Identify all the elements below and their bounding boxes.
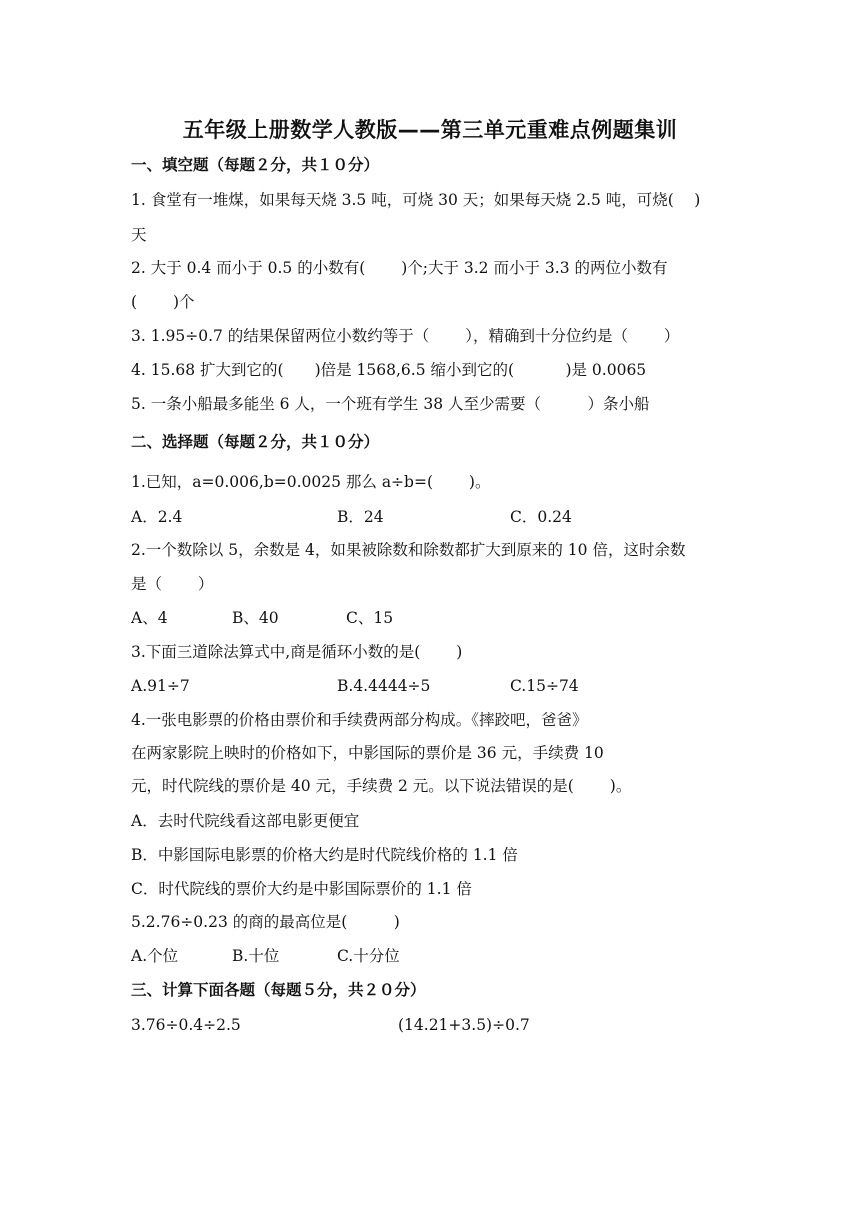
question-2: 2.一个数除以 5，余数是 4，如果被除数和除数都扩大到原来的 10 倍，这时余数 xyxy=(131,541,686,559)
question-line: 5. 一条小船最多能坐 6 人，一个班有学生 38 人至少需要（ ）条小船 xyxy=(131,395,650,413)
option-a: A.个位 xyxy=(131,947,179,965)
calc-expression: (14.21+3.5)÷0.7 xyxy=(398,1016,530,1034)
option-a: A．去时代院线看这部电影更便宜 xyxy=(131,812,360,830)
question-line: 1. 食堂有一堆煤，如果每天烧 3.5 吨，可烧 30 天；如果每天烧 2.5 吨，可烧( ) xyxy=(131,191,701,209)
option-c: C．时代院线的票价大约是中影国际票价的 1.1 倍 xyxy=(131,880,472,898)
calc-expression: 3.76÷0.4÷2.5 xyxy=(131,1016,241,1034)
option-b: B．24 xyxy=(337,508,384,526)
question-4-cont: 元，时代院线的票价是 40 元，手续费 2 元。以下说法错误的是( )。 xyxy=(131,777,632,795)
question-4: 4.一张电影票的价格由票价和手续费两部分构成。《摔跤吧，爸爸》 xyxy=(131,711,588,729)
option-a: A．2.4 xyxy=(131,508,183,526)
option-b: B.4.4444÷5 xyxy=(337,677,431,695)
option-c: C．0.24 xyxy=(510,508,572,526)
option-b: B、40 xyxy=(232,609,279,627)
section-heading-calculation: 三、计算下面各题（每题５分，共２０分） xyxy=(131,981,426,999)
question-1: 1.已知，a=0.006,b=0.0025 那么 a÷b=( )。 xyxy=(131,473,491,491)
option-a: A、4 xyxy=(131,609,168,627)
option-b: B.十位 xyxy=(232,947,280,965)
question-line: 4. 15.68 扩大到它的( )倍是 1568,6.5 缩小到它的( )是 0.0065 xyxy=(131,361,647,379)
option-a: A.91÷7 xyxy=(131,677,190,695)
question-3: 3.下面三道除法算式中,商是循环小数的是( ) xyxy=(131,643,463,661)
option-c: C、15 xyxy=(346,609,394,627)
question-line: 天 xyxy=(131,226,147,244)
question-line: 3. 1.95÷0.7 的结果保留两位小数约等于（ ），精确到十分位约是（ ） xyxy=(131,327,680,345)
section-heading-fill-blank: 一、填空题（每题２分，共１０分） xyxy=(131,156,380,174)
question-2-cont: 是（ ） xyxy=(131,575,214,593)
question-5: 5.2.76÷0.23 的商的最高位是( ) xyxy=(131,913,400,931)
question-4-cont: 在两家影院上映时的价格如下，中影国际的票价是 36 元，手续费 10 xyxy=(131,744,604,762)
page-title: 五年级上册数学人教版——第三单元重难点例题集训 xyxy=(182,118,678,142)
section-heading-multiple-choice: 二、选择题（每题２分，共１０分） xyxy=(131,433,380,451)
question-line: 2. 大于 0.4 而小于 0.5 的小数有( )个;大于 3.2 而小于 3.3 的两位小数有 xyxy=(131,259,668,277)
option-c: C.十分位 xyxy=(337,947,400,965)
option-b: B．中影国际电影票的价格大约是时代院线价格的 1.1 倍 xyxy=(131,846,518,864)
option-c: C.15÷74 xyxy=(510,677,579,695)
question-line: ( )个 xyxy=(131,293,195,311)
